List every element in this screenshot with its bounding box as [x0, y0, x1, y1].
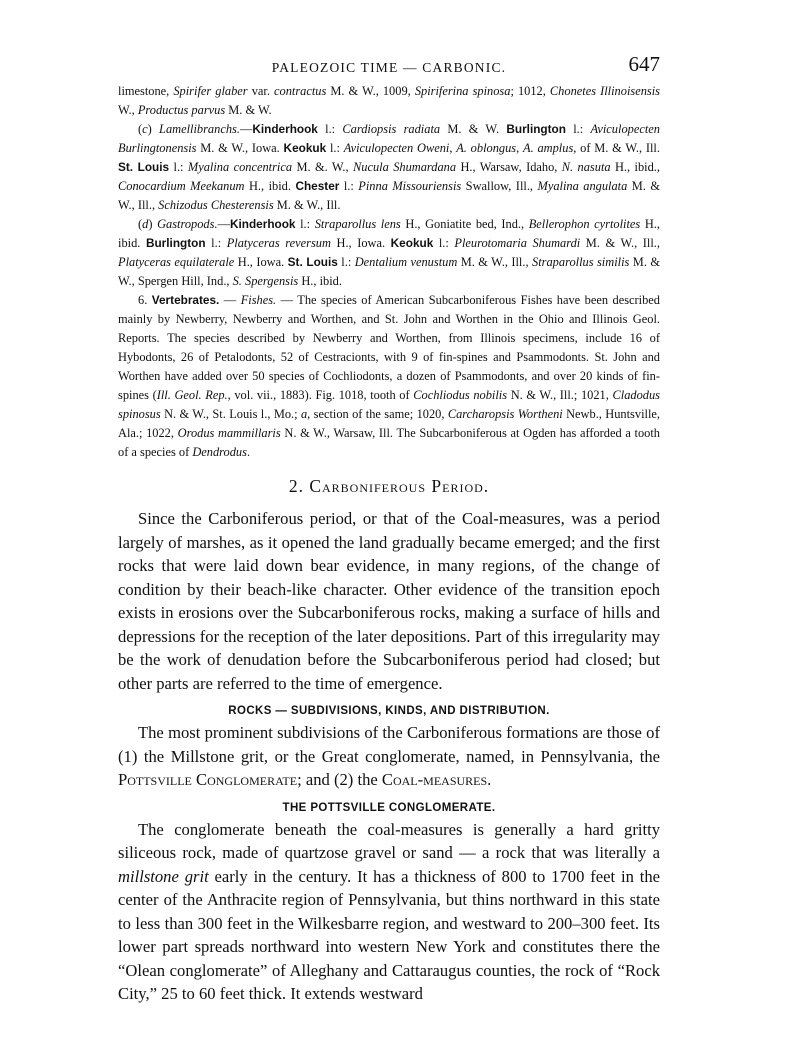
running-title: PALEOZOIC TIME — CARBONIC.	[271, 60, 507, 75]
paragraph-vertebrates: 6. Vertebrates. — Fishes. — The species of American Subcarboniferous Fishes have been described mainly by Newberry, Newberry and Worthen, and St. John and Worthen in the Ohio and Illinois Geol. Reports. The species described by Newberry and Worthen, from Illinois specimens, include 16 of Hybodonts, 26 of Petalodonts, 52 of Cestracionts, with 9 of fin-spines and Psammodonts. St. John and Worthen have added over 50 species of Cochliodonts, a dozen of Psammodonts, and over 20 kinds of fin-spines (Ill. Geol. Rep., vol. vii., 1883). Fig. 1018, tooth of Cochliodus nobilis N. & W., Ill.; 1021, Cladodus spinosus N. & W., St. Louis l., Mo.; a, section of the same; 1020, Carcharopsis Wortheni Newb., Huntsville, Ala.; 1022, Orodus mammillaris N. & W., Warsaw, Ill. The Subcarboniferous at Ogden has afforded a tooth of a species of Dendrodus.	[118, 293, 661, 459]
page-number: 647	[628, 52, 660, 76]
paragraph-pottsville-conglomerate: The conglomerate beneath the coal-measures is generally a hard gritty siliceous rock, made of quartzose gravel or sand — a rock that was literally a millstone grit early in the century. It has a thickness of 800 to 1700 feet in the center of the Anthracite region of Pennsylvania, but thins northward in this state to less than 300 feet in the Wilkesbarre region, and westward to 200–300 feet. Its lower part spreads northward into western New York and constitutes there the “Olean conglomerate” of Alleghany and Cattaraugus counties, the rock of “Rock City,” 25 to 60 feet thick. It extends westward	[118, 819, 660, 1003]
subheading-pottsville: THE POTTSVILLE CONGLOMERATE.	[282, 801, 496, 814]
paragraph-carboniferous-period: Since the Carboniferous period, or that of the Coal-measures, was a period largely of marshes, as it opened the land gradually became emerged; and the first rocks that were laid down bear evidence, in many regions, of the change of condition by their beach-like character. Other evidence of the transition epoch exists in erosions over the Subcarboniferous rocks, making a surface of hills and depressions for the reception of the later depositions. Part of this irregularity may be the work of denudation before the Subcarboniferous period had closed; but other parts are referred to the time of emergence.	[118, 509, 660, 693]
paragraph-gastropods: (d) Gastropods.—Kinderhook l.: Straparollus lens H., Goniatite bed, Ind., Bellerophon cyrtolites H., ibid. Burlington l.: Platyceras reversum H., Iowa. Keokuk l.: Pleurotomaria Shumardi M. & W., Ill., Platyceras equilaterale H., Iowa. St. Louis l.: Dentalium venustum M. & W., Ill., Straparollus similis M. & W., Spergen Hill, Ind., S. Spergensis H., ibid.	[118, 217, 661, 288]
book-page	[118, 52, 660, 1006]
paragraph-lamellibranchs: (c) Lamellibranchs.—Kinderhook l.: Cardiopsis radiata M. & W. Burlington l.: Aviculopecten Burlingtonensis M. & W., Iowa. Keokuk l.: Aviculopecten Oweni, A. oblongus, A. amplus, of M. & W., Ill. St. Louis l.: Myalina concentrica M. &. W., Nucula Shumardana H., Warsaw, Idaho, N. nasuta H., ibid., Conocardium Meekanum H., ibid. Chester l.: Pinna Missouriensis Swallow, Ill., Myalina angulata M. & W., Ill., Schizodus Chesterensis M. & W., Ill.	[118, 122, 661, 212]
running-header	[118, 52, 660, 82]
subheading-rocks: ROCKS — SUBDIVISIONS, KINDS, AND DISTRIBUTION.	[228, 705, 550, 717]
section-title: 2. Carboniferous Period.	[288, 476, 490, 496]
paragraph-brachiopods-continued: limestone, Spirifer glaber var. contractus M. & W., 1009, Spiriferina spinosa; 1012, Chonetes Illinoisensis W., Productus parvus M. & W.	[118, 84, 660, 117]
paragraph-rocks-subdivisions: The most prominent subdivisions of the Carboniferous formations are those of (1) the Millstone grit, or the Great conglomerate, named, in Pennsylvania, the Pottsville Conglomerate; and (2) the Coal-measures.	[118, 723, 660, 789]
